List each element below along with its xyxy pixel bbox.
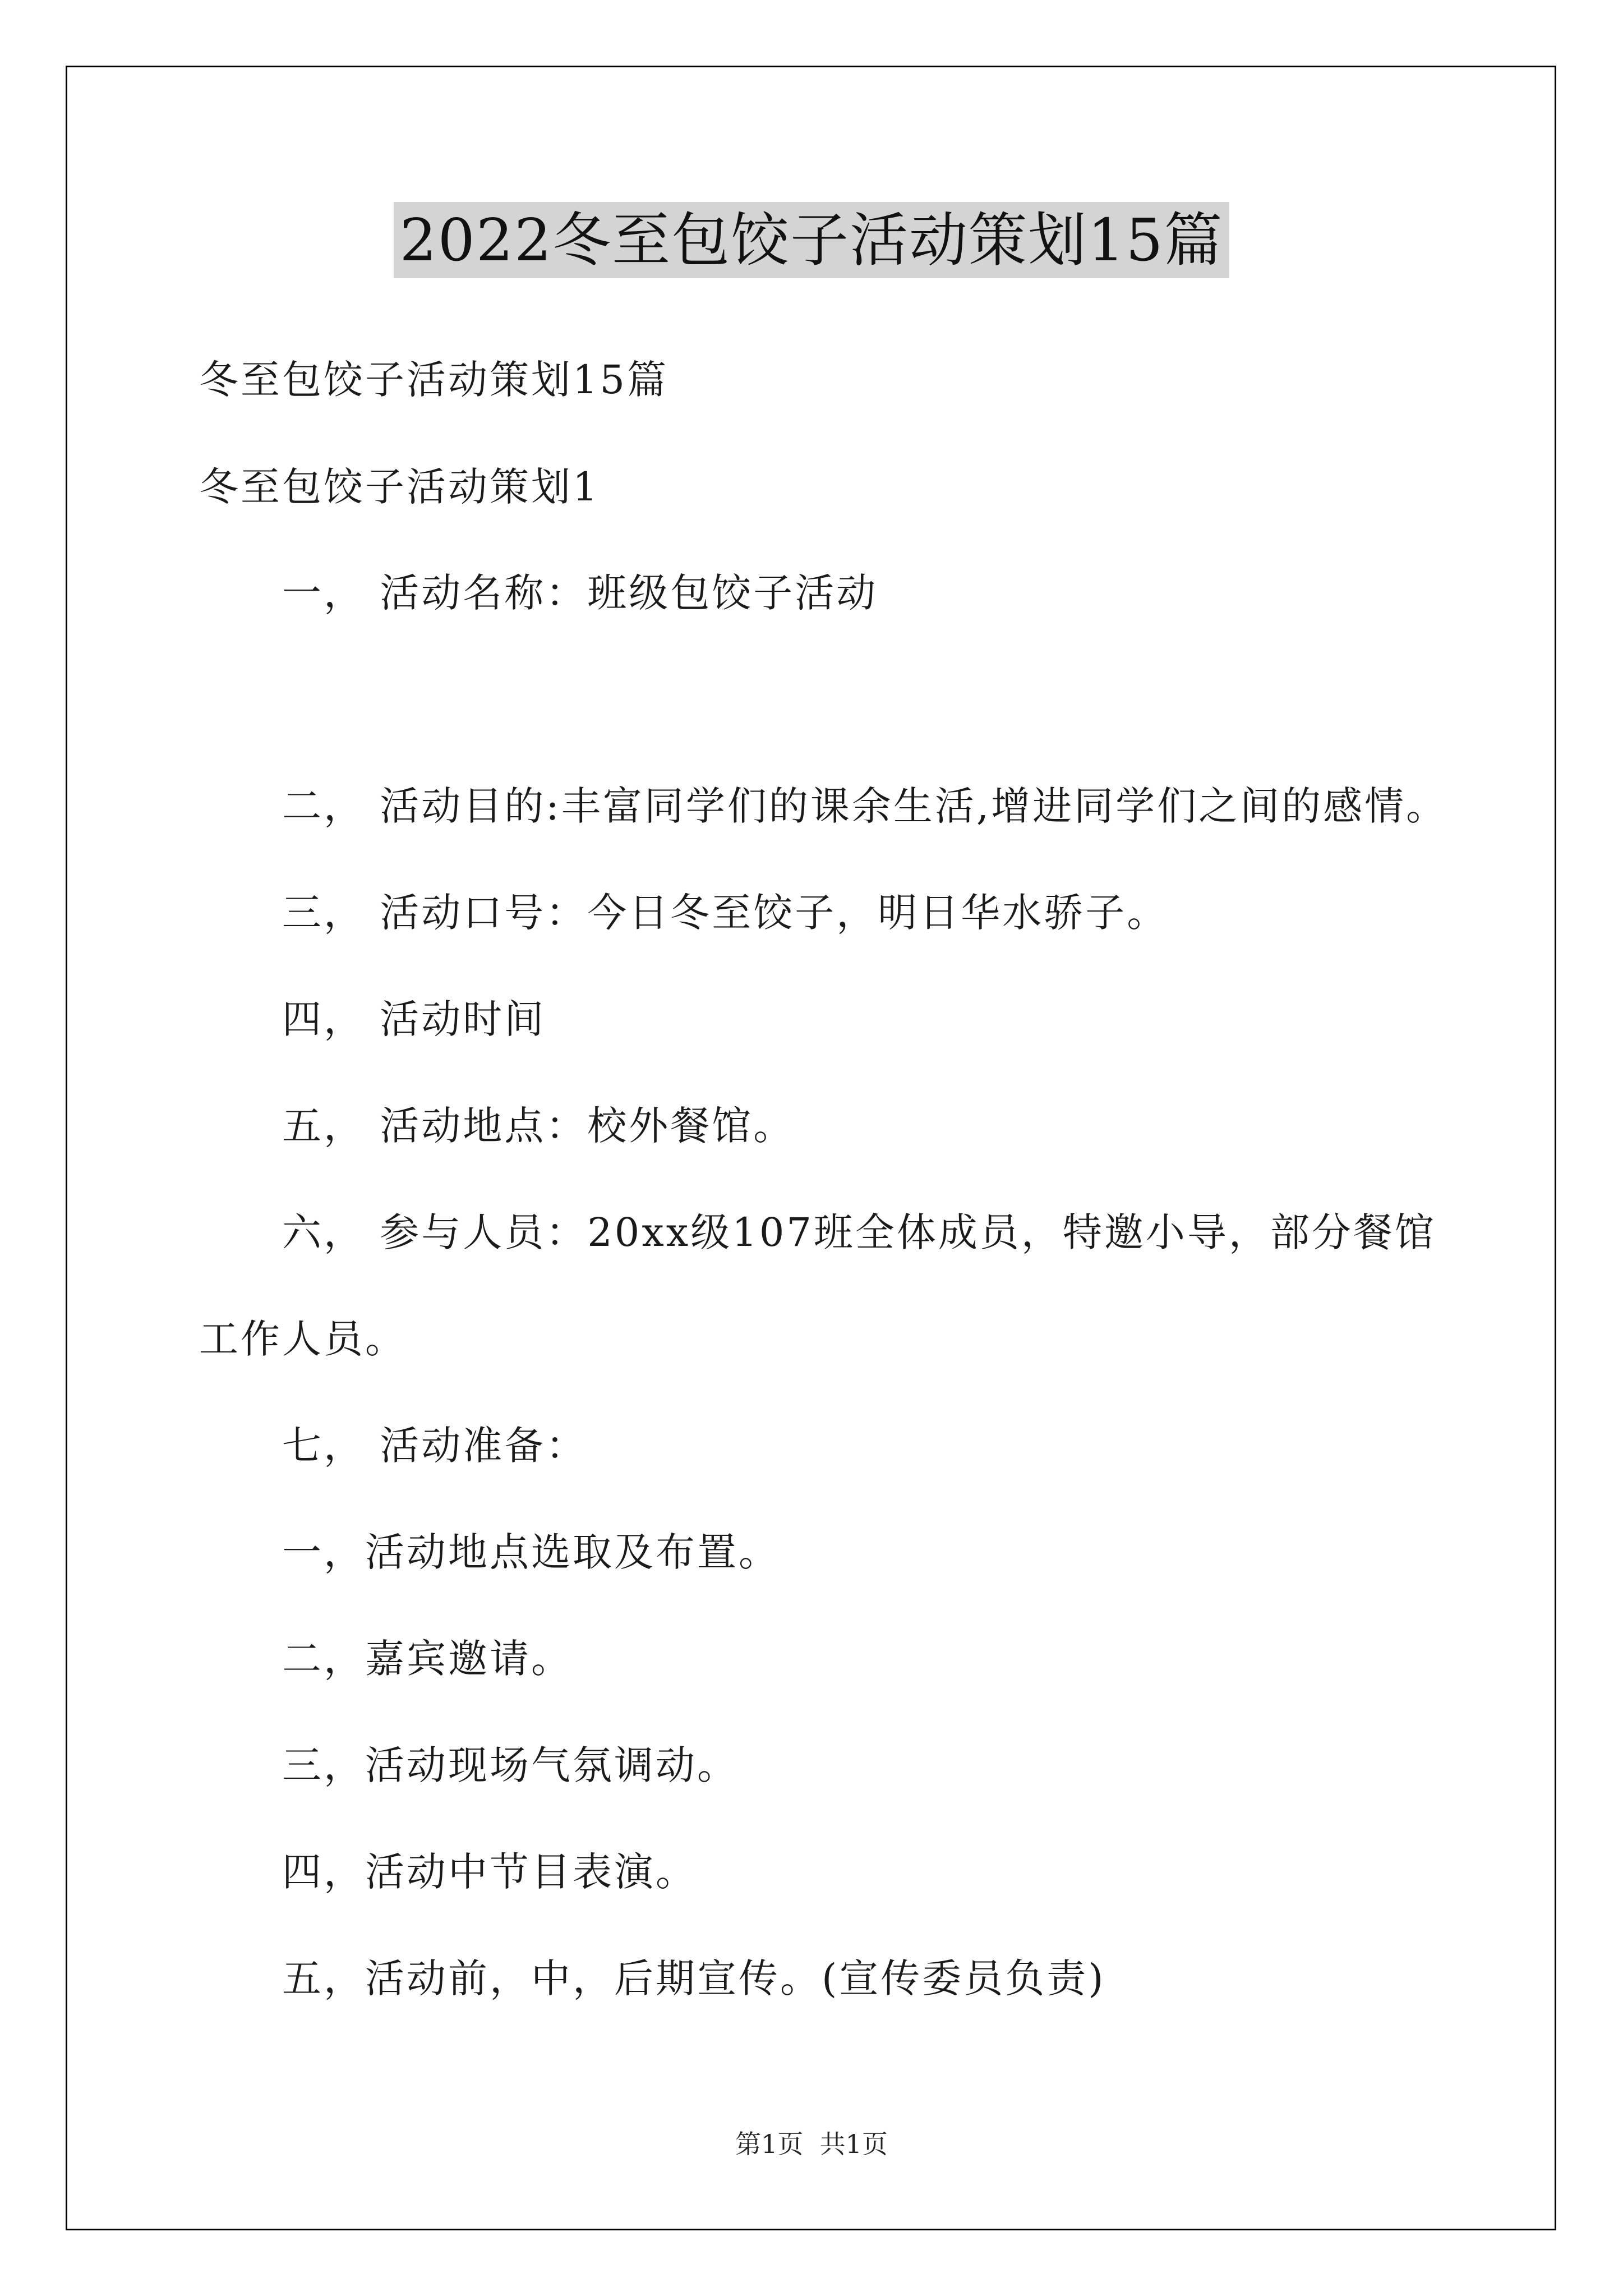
paragraph-participants-cont: 工作人员。 <box>199 1316 407 1362</box>
list-item-location-setup: 一，活动地点选取及布置。 <box>282 1529 780 1575</box>
section-heading-1: 冬至包饺子活动策划1 <box>199 464 600 510</box>
paragraph-activity-purpose: 二， 活动目的:丰富同学们的课余生活,增进同学们之间的感情。 <box>282 783 1448 829</box>
list-item-guest-invitation: 二，嘉宾邀请。 <box>282 1636 573 1682</box>
paragraph-activity-name: 一， 活动名称：班级包饺子活动 <box>282 570 878 616</box>
paragraph-activity-location: 五， 活动地点：校外餐馆。 <box>282 1103 795 1149</box>
document-title: 2022冬至包饺子活动策划15篇 <box>394 202 1229 278</box>
page-footer: 第1页 共1页 <box>735 2129 888 2159</box>
paragraph-preparation: 七， 活动准备： <box>282 1423 588 1469</box>
list-item-performances: 四，活动中节目表演。 <box>282 1849 697 1895</box>
paragraph-activity-slogan: 三， 活动口号：今日冬至饺子，明日华水骄子。 <box>282 890 1169 936</box>
paragraph-participants: 六， 参与人员：20xx级107班全体成员，特邀小导，部分餐馆 <box>282 1209 1436 1255</box>
list-item-atmosphere: 三，活动现场气氛调动。 <box>282 1742 739 1788</box>
list-item-publicity: 五，活动前，中，后期宣传。(宣传委员负责) <box>282 1955 1106 2001</box>
subtitle-line: 冬至包饺子活动策划15篇 <box>199 357 669 403</box>
title-container <box>0 202 1623 278</box>
paragraph-activity-time: 四， 活动时间 <box>282 996 546 1042</box>
